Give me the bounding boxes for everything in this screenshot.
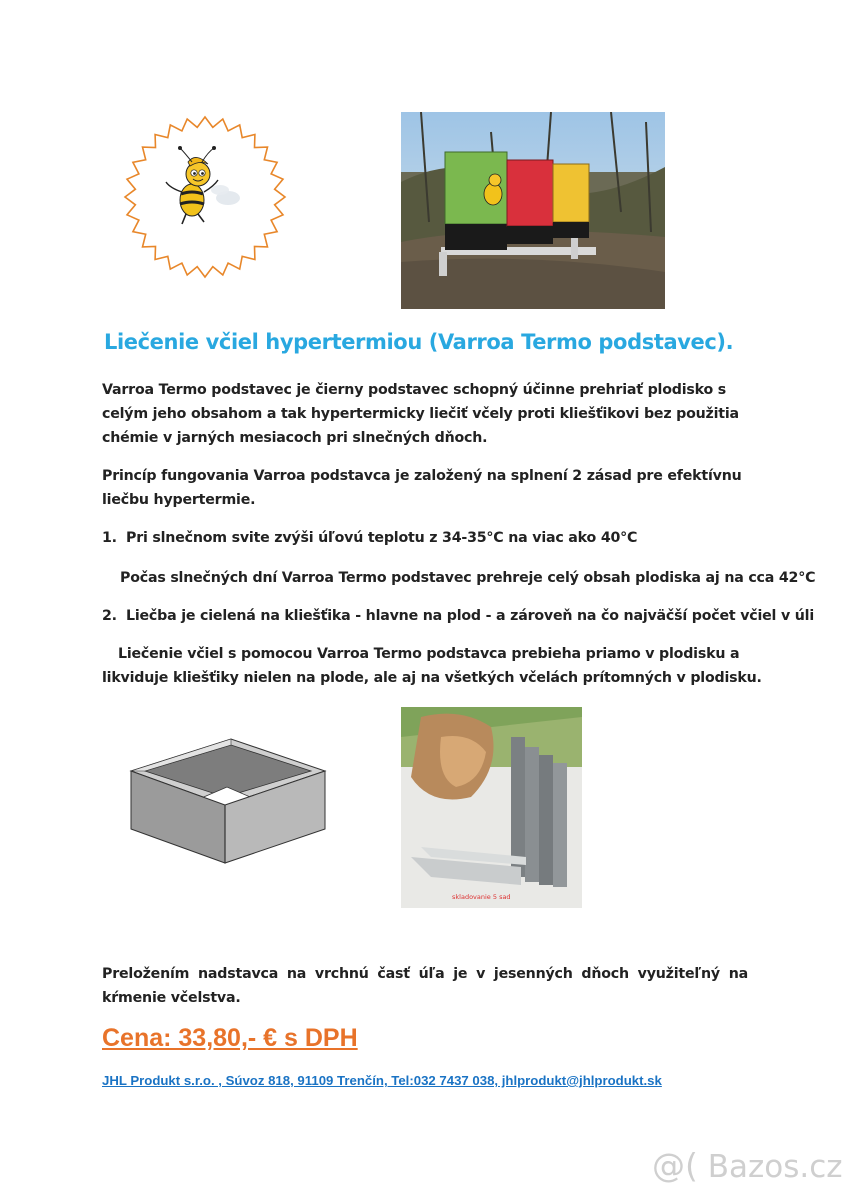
- bazos-watermark: [652, 1146, 843, 1185]
- price-link[interactable]: Cena: 33,80,- € s DPH: [102, 1024, 358, 1052]
- list-note: Počas slnečných dní Varroa Termo podstavec prehreje celý obsah plodiska aj na cca 42°C: [120, 570, 816, 586]
- treatment-paragraph: Liečenie včiel s pomocou Varroa Termo podstavca prebieha priamo v plodisku a likviduje kliešťiky nielen na plode, ale aj na všetkých včelách prítomných v plodisku.: [102, 646, 762, 686]
- list-text: Pri slnečnom svite zvýši úľovú teplotu z 34-35°C na viac ako 40°C: [126, 530, 638, 546]
- list-number: 2.: [102, 608, 117, 624]
- beehives-photo: [401, 112, 665, 309]
- bee-logo: [120, 112, 290, 282]
- list-item: [102, 604, 814, 628]
- intro-paragraph: Varroa Termo podstavec je čierny podstavec schopný účinne prehriať plodisko s celým jeho obsahom a tak hypertermicky liečiť včely proti kliešťikovi bez použitia chémie v jarných mesiacoch pri slnečných dňoch.: [102, 382, 739, 446]
- autumn-paragraph: Preložením nadstavca na vrchnú časť úľa je v jesenných dňoch využiteľný na kŕmenie včelstva.: [102, 966, 748, 1006]
- frame-drawing: [117, 735, 332, 870]
- principle-paragraph: Princíp fungovania Varroa podstavca je založený na splnení 2 zásad pre efektívnu liečbu hypertermie.: [102, 468, 742, 508]
- bee-icon: [166, 146, 240, 224]
- photo-caption: skladovanie 5 sad: [452, 893, 511, 901]
- stacked-frames-photo: [401, 707, 582, 908]
- watermark-symbol: @(: [652, 1146, 698, 1185]
- list-number: 1.: [102, 530, 117, 546]
- list-text: Liečba je cielená na kliešťika - hlavne na plod - a zároveň na čo najväčší počet včiel v úli: [126, 608, 814, 624]
- list-item: [102, 526, 637, 550]
- watermark-text: Bazos.cz: [707, 1149, 843, 1185]
- contact-link[interactable]: JHL Produkt s.r.o. , Súvoz 818, 91109 Trenčín, Tel:032 7437 038, jhlprodukt@jhlprodukt.sk: [102, 1073, 662, 1088]
- sunburst-border: [125, 117, 285, 277]
- page-title: Liečenie včiel hypertermiou (Varroa Termo podstavec).: [104, 330, 734, 354]
